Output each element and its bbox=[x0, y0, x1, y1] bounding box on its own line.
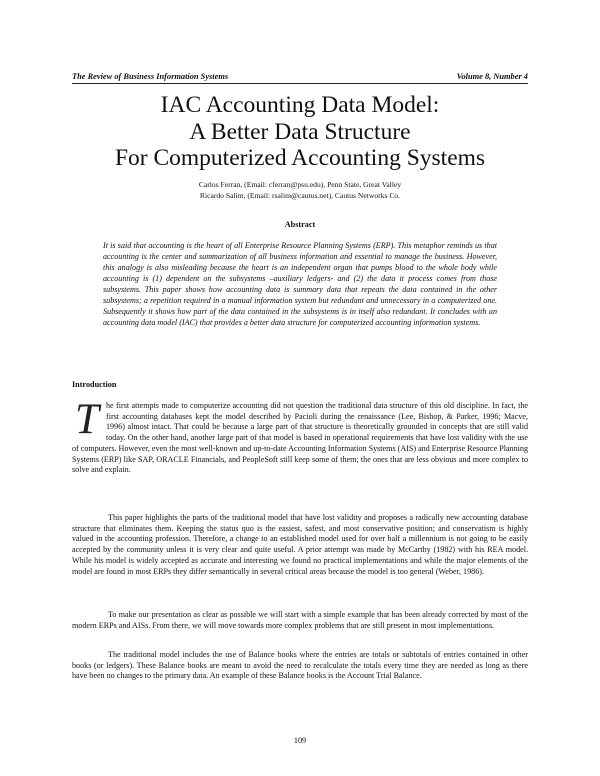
title-line-3: For Computerized Accounting Systems bbox=[114, 145, 486, 171]
author-1: Carlos Ferran, (Email: cferran@psu.edu), Penn State, Great Valley bbox=[198, 180, 402, 189]
intro-paragraph-2: This paper highlights the parts of the traditional model that have lost validity and proposes a radically new accounting database structure that eliminates them. Keeping the status quo is the easiest, safest, and most conservative position; and conservatism is highly valued in the accounting profession. Therefore, a change to an established model used for over half a millennium is not going to be easily accepted by the community unless it is very clear and quite useful. A prior attempt was made by McCarthy (1982) with his REA model. While his model is widely accepted as accurate and interesting we found no practical implementations and while the major elements of the model are found in most ERPs they differ semantically in several critical areas because the model is too general (Weber, 1986). bbox=[72, 513, 528, 576]
journal-name: The Review of Business Information Systems bbox=[72, 72, 229, 81]
introduction-heading: Introduction bbox=[72, 380, 117, 389]
intro-paragraph-1 bbox=[72, 396, 528, 476]
running-header bbox=[72, 72, 528, 81]
intro-paragraph-4: The traditional model includes the use of Balance books where the entries are totals or subtotals of entries contained in other books (or ledgers). These Balance books are meant to avoid the need to recalculate the totals every time they are needed as long as there have been no changes to the primary data. An example of these Balance books is the Account Trial Balance. bbox=[72, 650, 528, 681]
intro-paragraph-1-text: he first attempts made to computerize accounting did not question the traditional data structure of this old discipline. In fact, the first accounting databases kept the model described by Pacioli during the renaissance (Lee, Bishop, & Parker, 1996; Macve, 1996) almost intact. That could be because a large part of that structure is theoretically grounded in concepts that are still valid today. On the other hand, another large part of that model is based in operational requirements that have lost validity with the use of computers. However, even the most well-known and up-to-date Accounting Information Systems (AIS) and Enterprise Resource Planning Systems (ERP) like SAP, ORACLE Financials, and PeopleSoft still keep some of them; the ones that are less obvious and more complex to solve and explain. bbox=[72, 401, 528, 475]
header-rule bbox=[72, 83, 528, 84]
title-line-1: IAC Accounting Data Model: bbox=[160, 92, 440, 118]
intro-paragraph-3: To make our presentation as clear as possible we will start with a simple example that has been already corrected by most of the modern ERPs and AISs. From there, we will move towards more complex problems that are still present in most implementations. bbox=[72, 610, 528, 630]
author-block bbox=[72, 180, 528, 201]
author-2: Ricardo Salim, (Email: rsalim@cautus.net), Cautus Networks Co. bbox=[199, 190, 401, 200]
abstract-heading: Abstract bbox=[284, 220, 316, 229]
page-number: 109 bbox=[293, 736, 307, 745]
drop-cap: T bbox=[75, 396, 99, 443]
volume-number: Volume 8, Number 4 bbox=[456, 72, 528, 81]
title-line-2: A Better Data Structure bbox=[189, 118, 411, 145]
paper-title bbox=[72, 92, 528, 172]
abstract-text: It is said that accounting is the heart of all Enterprise Resource Planning Systems (ERP). This metaphor reminds us that accounting is the center and summarization of all business information and essential to manage the business. However, this analogy is also misleading because the heart is an independent organ that pumps blood to the whole body while accounting is (1) dependent on the subsystems –auxiliary ledgers- and (2) the data it process comes from those subsystems. This paper shows how accounting data is summary data that repeats the data contained in the other subsystems; a repetition required in a manual information system but redundant and unnecessary in a computerized one. Subsequently it shows how part of the data contained in the subsystems is in itself also redundant. It concludes with an accounting data model (IAC) that provides a better data structure for computerized accounting information systems. bbox=[103, 241, 497, 327]
